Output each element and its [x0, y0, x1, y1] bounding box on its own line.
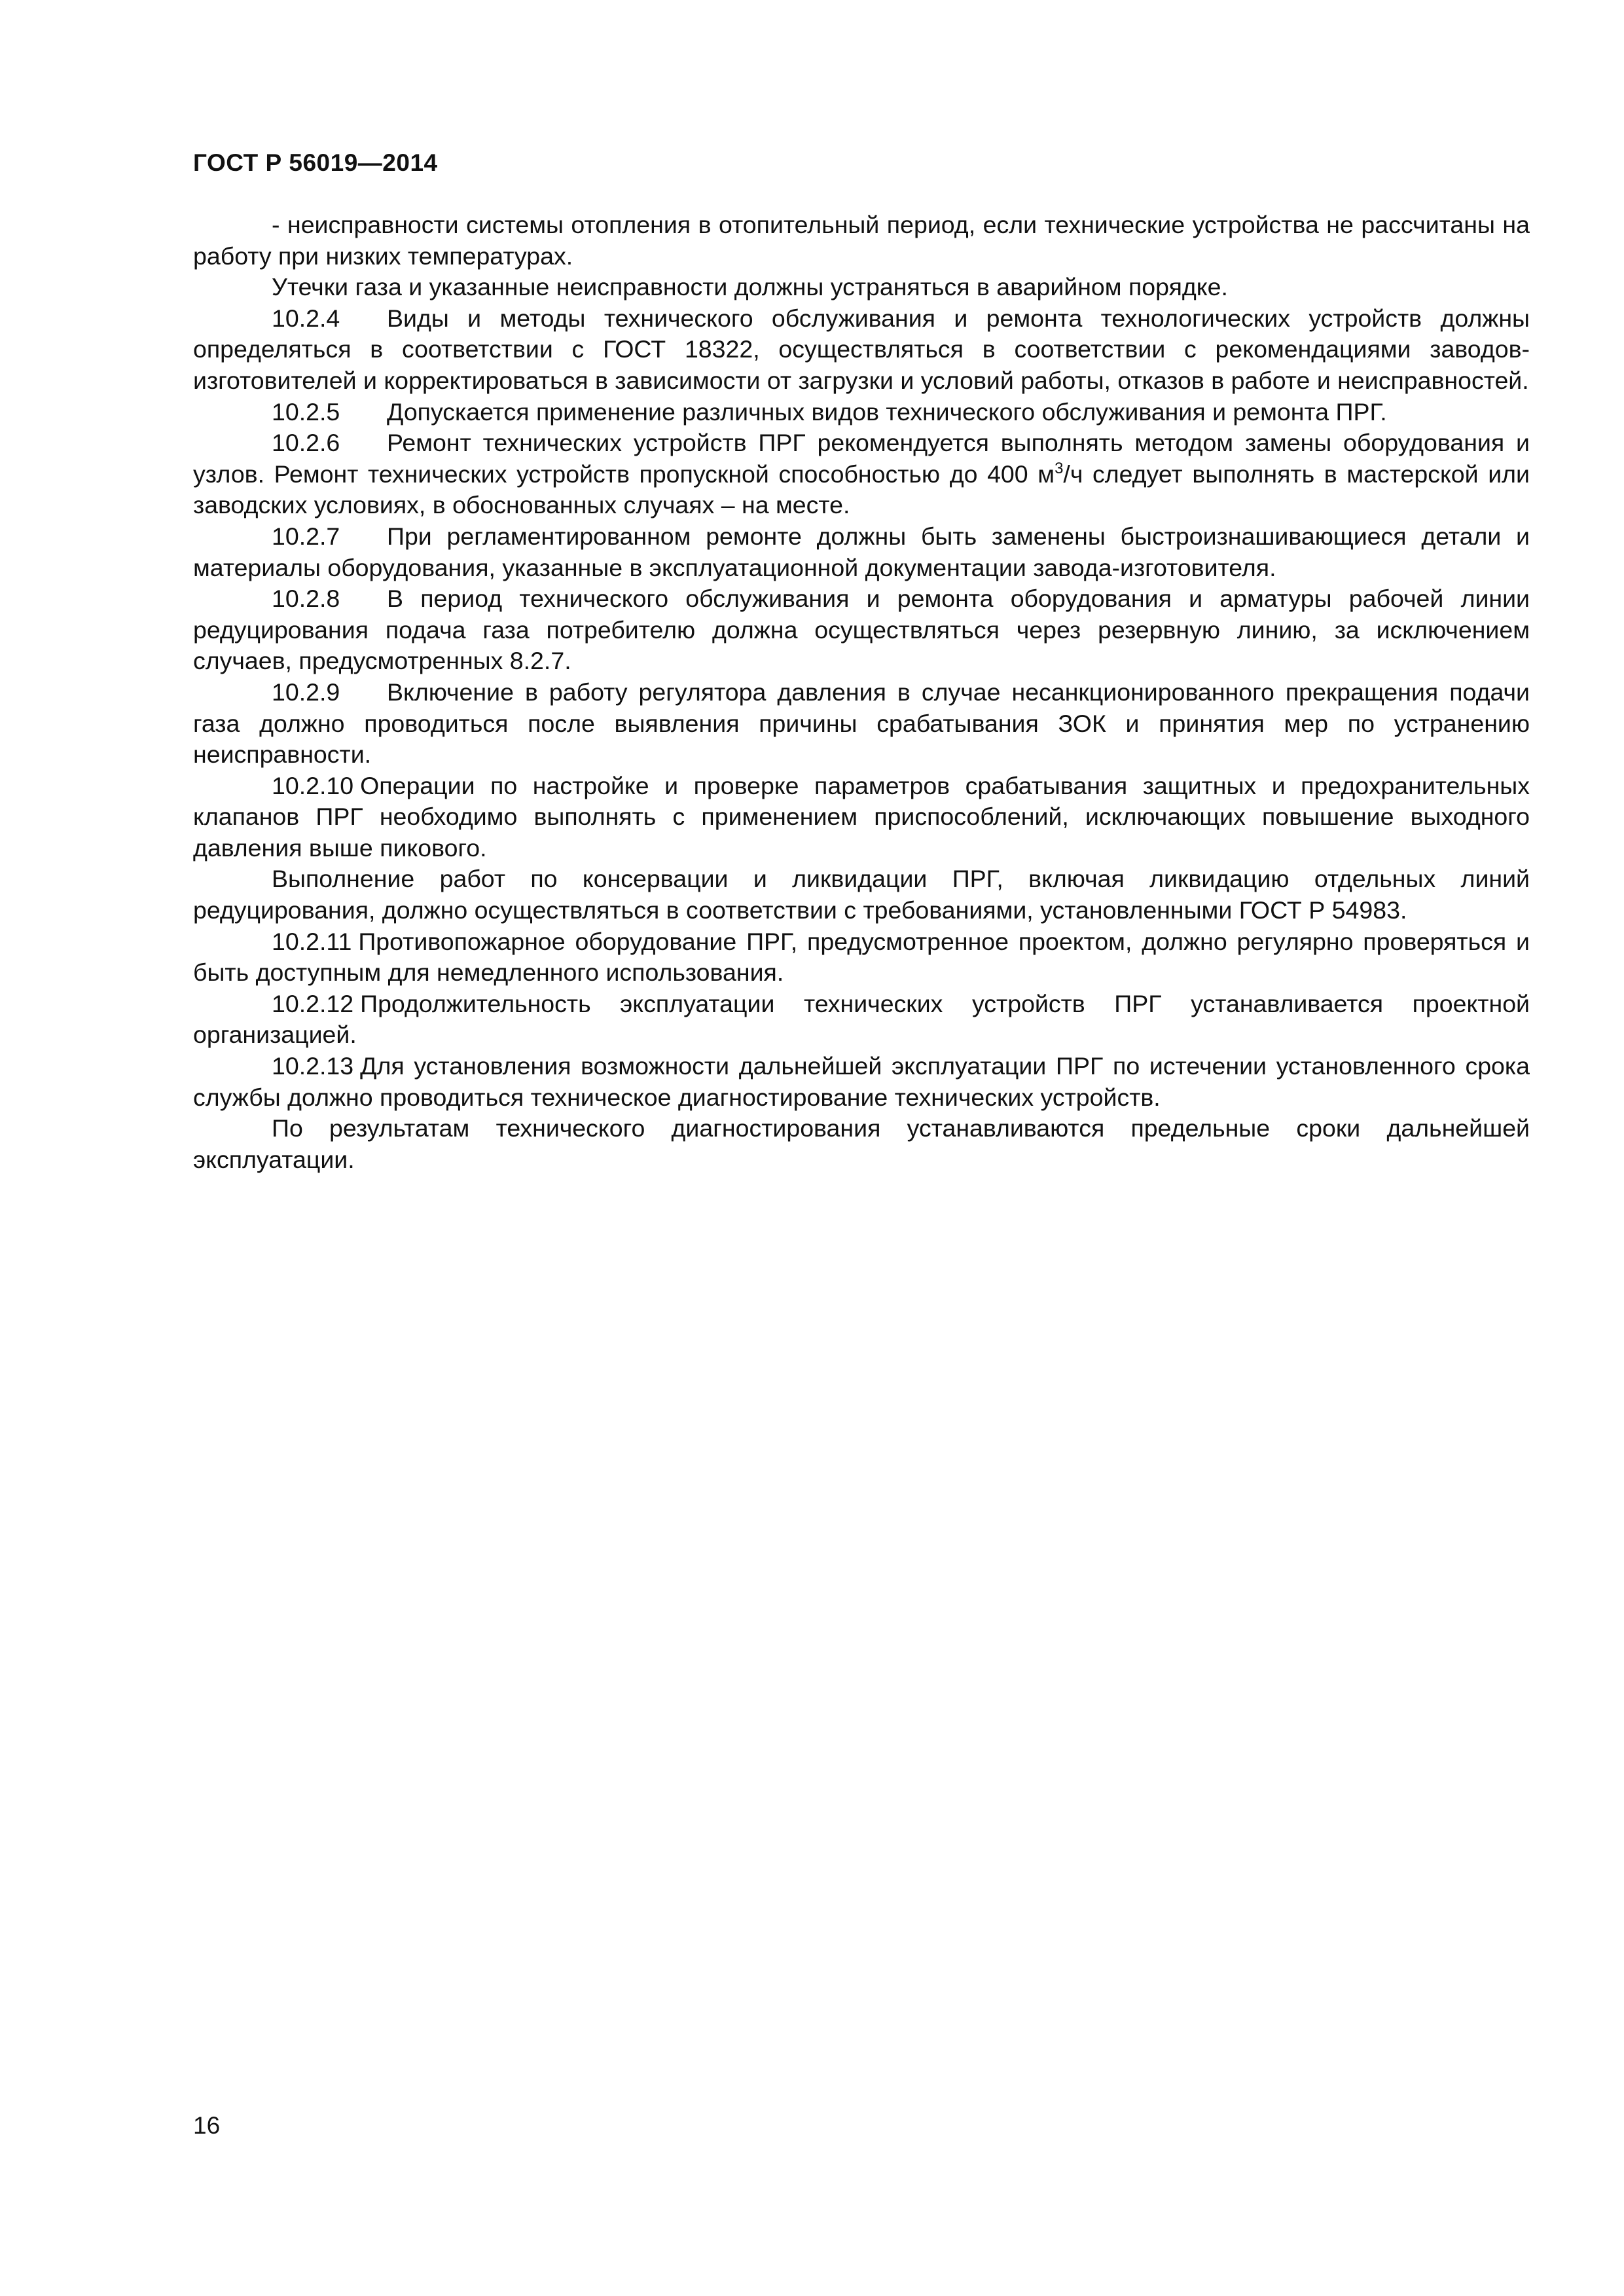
- clause-10-2-10: [193, 771, 1530, 864]
- clause-text: Операции по настройке и проверке параметров срабатывания защитных и предохранительных клапанов ПРГ необходимо выполнять с применением приспособлений, исключающих повышение выходного давления выше пикового.: [193, 771, 1530, 862]
- clause-10-2-13: [193, 1051, 1530, 1113]
- clause-text: Допускается применение различных видов технического обслуживания и ремонта ПРГ.: [387, 397, 1387, 426]
- clause-text: Противопожарное оборудование ПРГ, предусмотренное проектом, должно регулярно проверяться и быть доступным для немедленного использования.: [193, 927, 1530, 987]
- clause-text-continued: /ч следует выполнять в мастерской или заводских условиях, в обоснованных случаях – на месте.: [193, 460, 1530, 519]
- paragraph-text: - неисправности системы отопления в отопительный период, если технические устройства не рассчитаны на работу при низких температурах.: [193, 211, 1530, 270]
- clause-10-2-4: [193, 303, 1530, 397]
- clause-number: 10.2.4: [272, 304, 340, 332]
- clause-number: 10.2.13: [272, 1052, 354, 1080]
- paragraph-text: Утечки газа и указанные неисправности должны устраняться в аварийном порядке.: [272, 273, 1228, 301]
- clause-number: 10.2.8: [272, 585, 340, 613]
- clause-number: 10.2.12: [272, 989, 354, 1017]
- clause-10-2-8: [193, 583, 1530, 677]
- clause-number: 10.2.6: [272, 429, 340, 457]
- paragraph: [193, 864, 1530, 926]
- clause-10-2-11: [193, 926, 1530, 989]
- clause-number: 10.2.5: [272, 397, 340, 426]
- clause-10-2-9: [193, 677, 1530, 771]
- clause-text: Включение в работу регулятора давления в случае несанкционированного прекращения подачи газа должно проводиться после выявления причины срабатывания ЗОК и принятия мер по устранению неисправности.: [193, 678, 1530, 769]
- paragraph: [193, 272, 1530, 303]
- clause-10-2-12: [193, 989, 1530, 1051]
- paragraph-text: По результатам технического диагностирования устанавливаются предельные сроки дальнейшей эксплуатации.: [193, 1114, 1530, 1173]
- clause-number: 10.2.7: [272, 522, 340, 550]
- document-body: [193, 210, 1530, 1175]
- clause-10-2-6: [193, 428, 1530, 521]
- clause-text: Продолжительность эксплуатации технических устройств ПРГ устанавливается проектной организацией.: [193, 989, 1530, 1049]
- paragraph: [193, 1113, 1530, 1175]
- clause-text: Ремонт технических устройств ПРГ рекомендуется выполнять методом замены оборудования и узлов. Ремонт технических устройств пропускной способностью до 400 м: [193, 429, 1530, 488]
- clause-number: 10.2.10: [272, 771, 354, 799]
- clause-text: Для установления возможности дальнейшей эксплуатации ПРГ по истечении установленного срока службы должно проводиться техническое диагностирование технических устройств.: [193, 1052, 1530, 1111]
- clause-text: Виды и методы технического обслуживания и ремонта технологических устройств должны определяться в соответствии с ГОСТ 18322, осуществляться в соответствии с рекомендациями заводов-изготовителей и корректироваться в зависимости от загрузки и условий работы, отказов в работе и неисправностей.: [193, 304, 1530, 394]
- clause-number: 10.2.9: [272, 678, 340, 706]
- page-number: 16: [193, 2112, 221, 2139]
- clause-text: При регламентированном ремонте должны быть заменены быстроизнашивающиеся детали и материалы оборудования, указанные в эксплуатационной документации завода-изготовителя.: [193, 522, 1530, 581]
- clause-10-2-5: [193, 397, 1530, 428]
- clause-10-2-7: [193, 521, 1530, 583]
- superscript: 3: [1055, 459, 1064, 477]
- paragraph-text: Выполнение работ по консервации и ликвидации ПРГ, включая ликвидацию отдельных линий редуцирования, должно осуществляться в соответствии с требованиями, установленными ГОСТ Р 54983.: [193, 865, 1530, 924]
- clause-number: 10.2.11: [272, 927, 352, 955]
- paragraph: [193, 210, 1530, 272]
- clause-text: В период технического обслуживания и ремонта оборудования и арматуры рабочей линии редуцирования подача газа потребителю должна осуществляться через резервную линию, за исключением случаев, предусмотренных 8.2.7.: [193, 585, 1530, 675]
- document-code-header: ГОСТ Р 56019—2014: [193, 149, 438, 176]
